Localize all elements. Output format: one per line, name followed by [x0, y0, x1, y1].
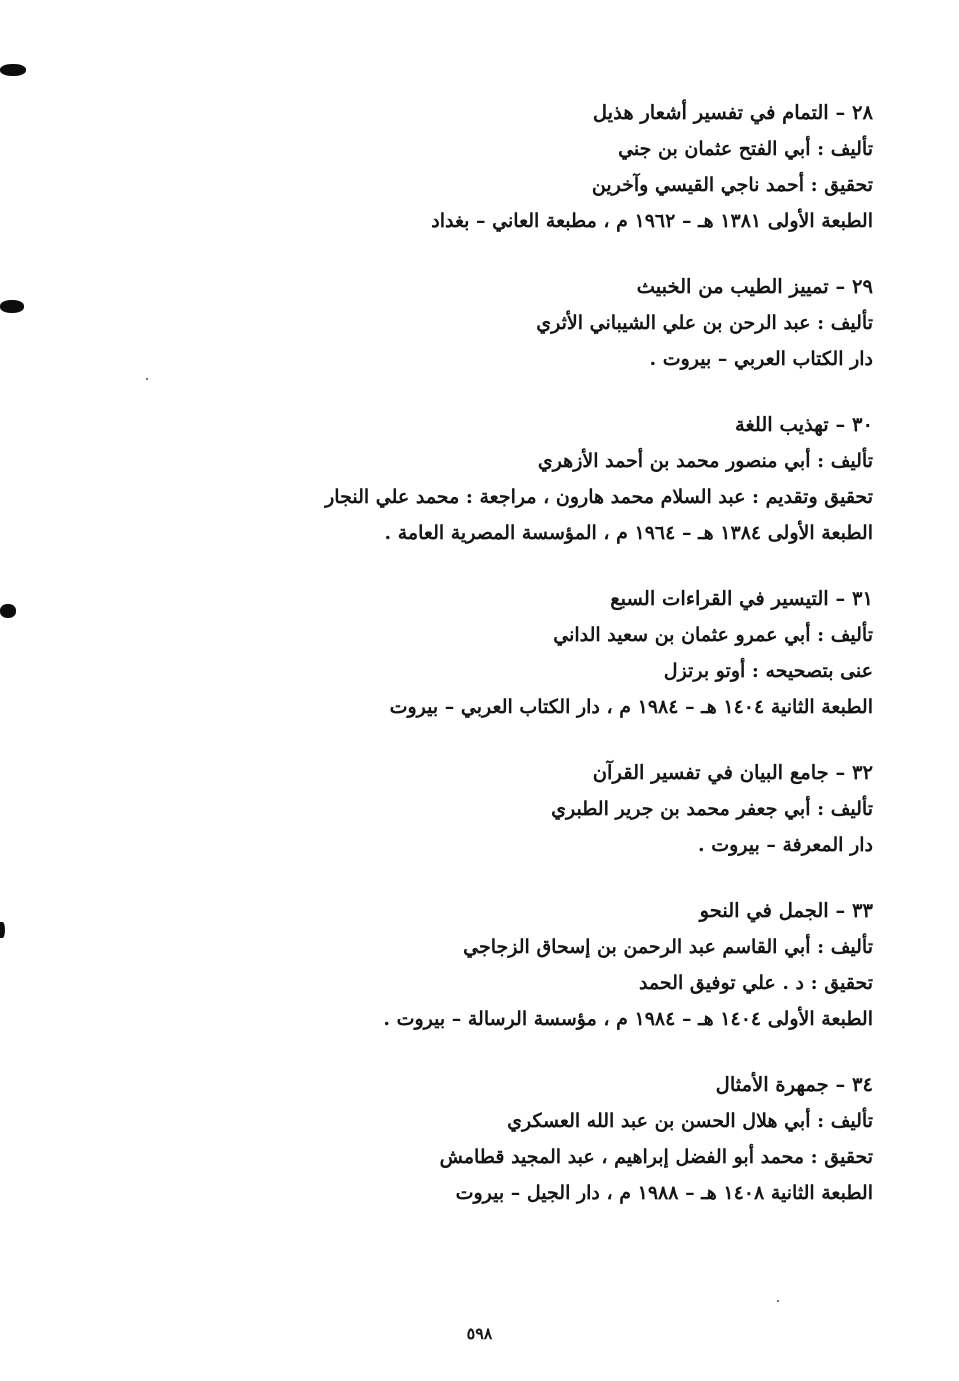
entry-line: تأليف : أبي هلال الحسن بن عبد الله العسكري	[507, 1110, 873, 1132]
entry-title: ٢٨ – التمام في تفسير أشعار هذيل	[592, 101, 873, 124]
bibliography-entry	[153, 893, 873, 1037]
entry-title: ٢٩ – تمييز الطيب من الخبيث	[636, 275, 873, 298]
scan-speck	[146, 378, 148, 380]
entry-line: الطبعة الثانية ١٤٠٤ هـ – ١٩٨٤ م ، دار الكتاب العربي – بيروت	[389, 696, 873, 718]
bibliography-entry	[153, 755, 873, 863]
entry-line: تحقيق : محمد أبو الفضل إبراهيم ، عبد المجيد قطامش	[439, 1146, 873, 1168]
entry-line: تأليف : أبي الفتح عثمان بن جني	[618, 138, 873, 160]
entry-line: تحقيق : د . علي توفيق الحمد	[638, 972, 873, 994]
entry-title: ٣٤ – جمهرة الأمثال	[715, 1073, 873, 1096]
scan-edge-mark	[0, 64, 26, 76]
entry-line: الطبعة الأولى ١٤٠٤ هـ – ١٩٨٤ م ، مؤسسة الرسالة – بيروت .	[383, 1008, 873, 1030]
entry-line: دار الكتاب العربي – بيروت .	[649, 348, 873, 370]
entry-title: ٣٢ – جامع البيان في تفسير القرآن	[592, 761, 873, 784]
bibliography-entry	[153, 95, 873, 239]
entry-line: الطبعة الثانية ١٤٠٨ هـ – ١٩٨٨ م ، دار الجيل – بيروت	[455, 1182, 873, 1204]
entry-line: تأليف : أبي منصور محمد بن أحمد الأزهري	[537, 450, 873, 472]
entry-line: تأليف : عبد الرحن بن علي الشيباني الأثري	[536, 312, 873, 334]
scan-edge-mark	[0, 922, 5, 938]
entry-line: تأليف : أبي عمرو عثمان بن سعيد الداني	[553, 624, 873, 646]
entry-line: عنى بتصحيحه : أوتو برتزل	[663, 660, 873, 682]
entry-line: الطبعة الأولى ١٣٨٤ هـ – ١٩٦٤ م ، المؤسسة المصرية العامة .	[384, 522, 873, 544]
entry-line: الطبعة الأولى ١٣٨١ هـ – ١٩٦٢ م ، مطبعة العاني – بغداد	[431, 210, 873, 232]
bibliography-entry	[153, 269, 873, 377]
scan-edge-mark	[0, 300, 24, 313]
entry-line: تحقيق : أحمد ناجي القيسي وآخرين	[591, 174, 873, 196]
scan-edge-mark	[0, 604, 16, 618]
entry-title: ٣٠ – تهذيب اللغة	[735, 413, 873, 436]
entry-line: دار المعرفة – بيروت .	[697, 834, 873, 856]
entry-title: ٣٣ – الجمل في النحو	[699, 899, 873, 922]
page-number: ٥٩٨	[466, 1324, 493, 1343]
bibliography-entry	[153, 581, 873, 725]
bibliography-entry	[153, 1067, 873, 1211]
entry-title: ٣١ – التيسير في القراءات السبع	[610, 587, 873, 610]
bibliography-list	[153, 95, 873, 1241]
entry-line: تأليف : أبي القاسم عبد الرحمن بن إسحاق الزجاجي	[463, 936, 873, 958]
scan-speck	[777, 1300, 779, 1302]
bibliography-entry	[153, 407, 873, 551]
entry-line: تحقيق وتقديم : عبد السلام محمد هارون ، مراجعة : محمد علي النجار	[325, 486, 873, 508]
entry-line: تأليف : أبي جعفر محمد بن جرير الطبري	[551, 798, 873, 820]
